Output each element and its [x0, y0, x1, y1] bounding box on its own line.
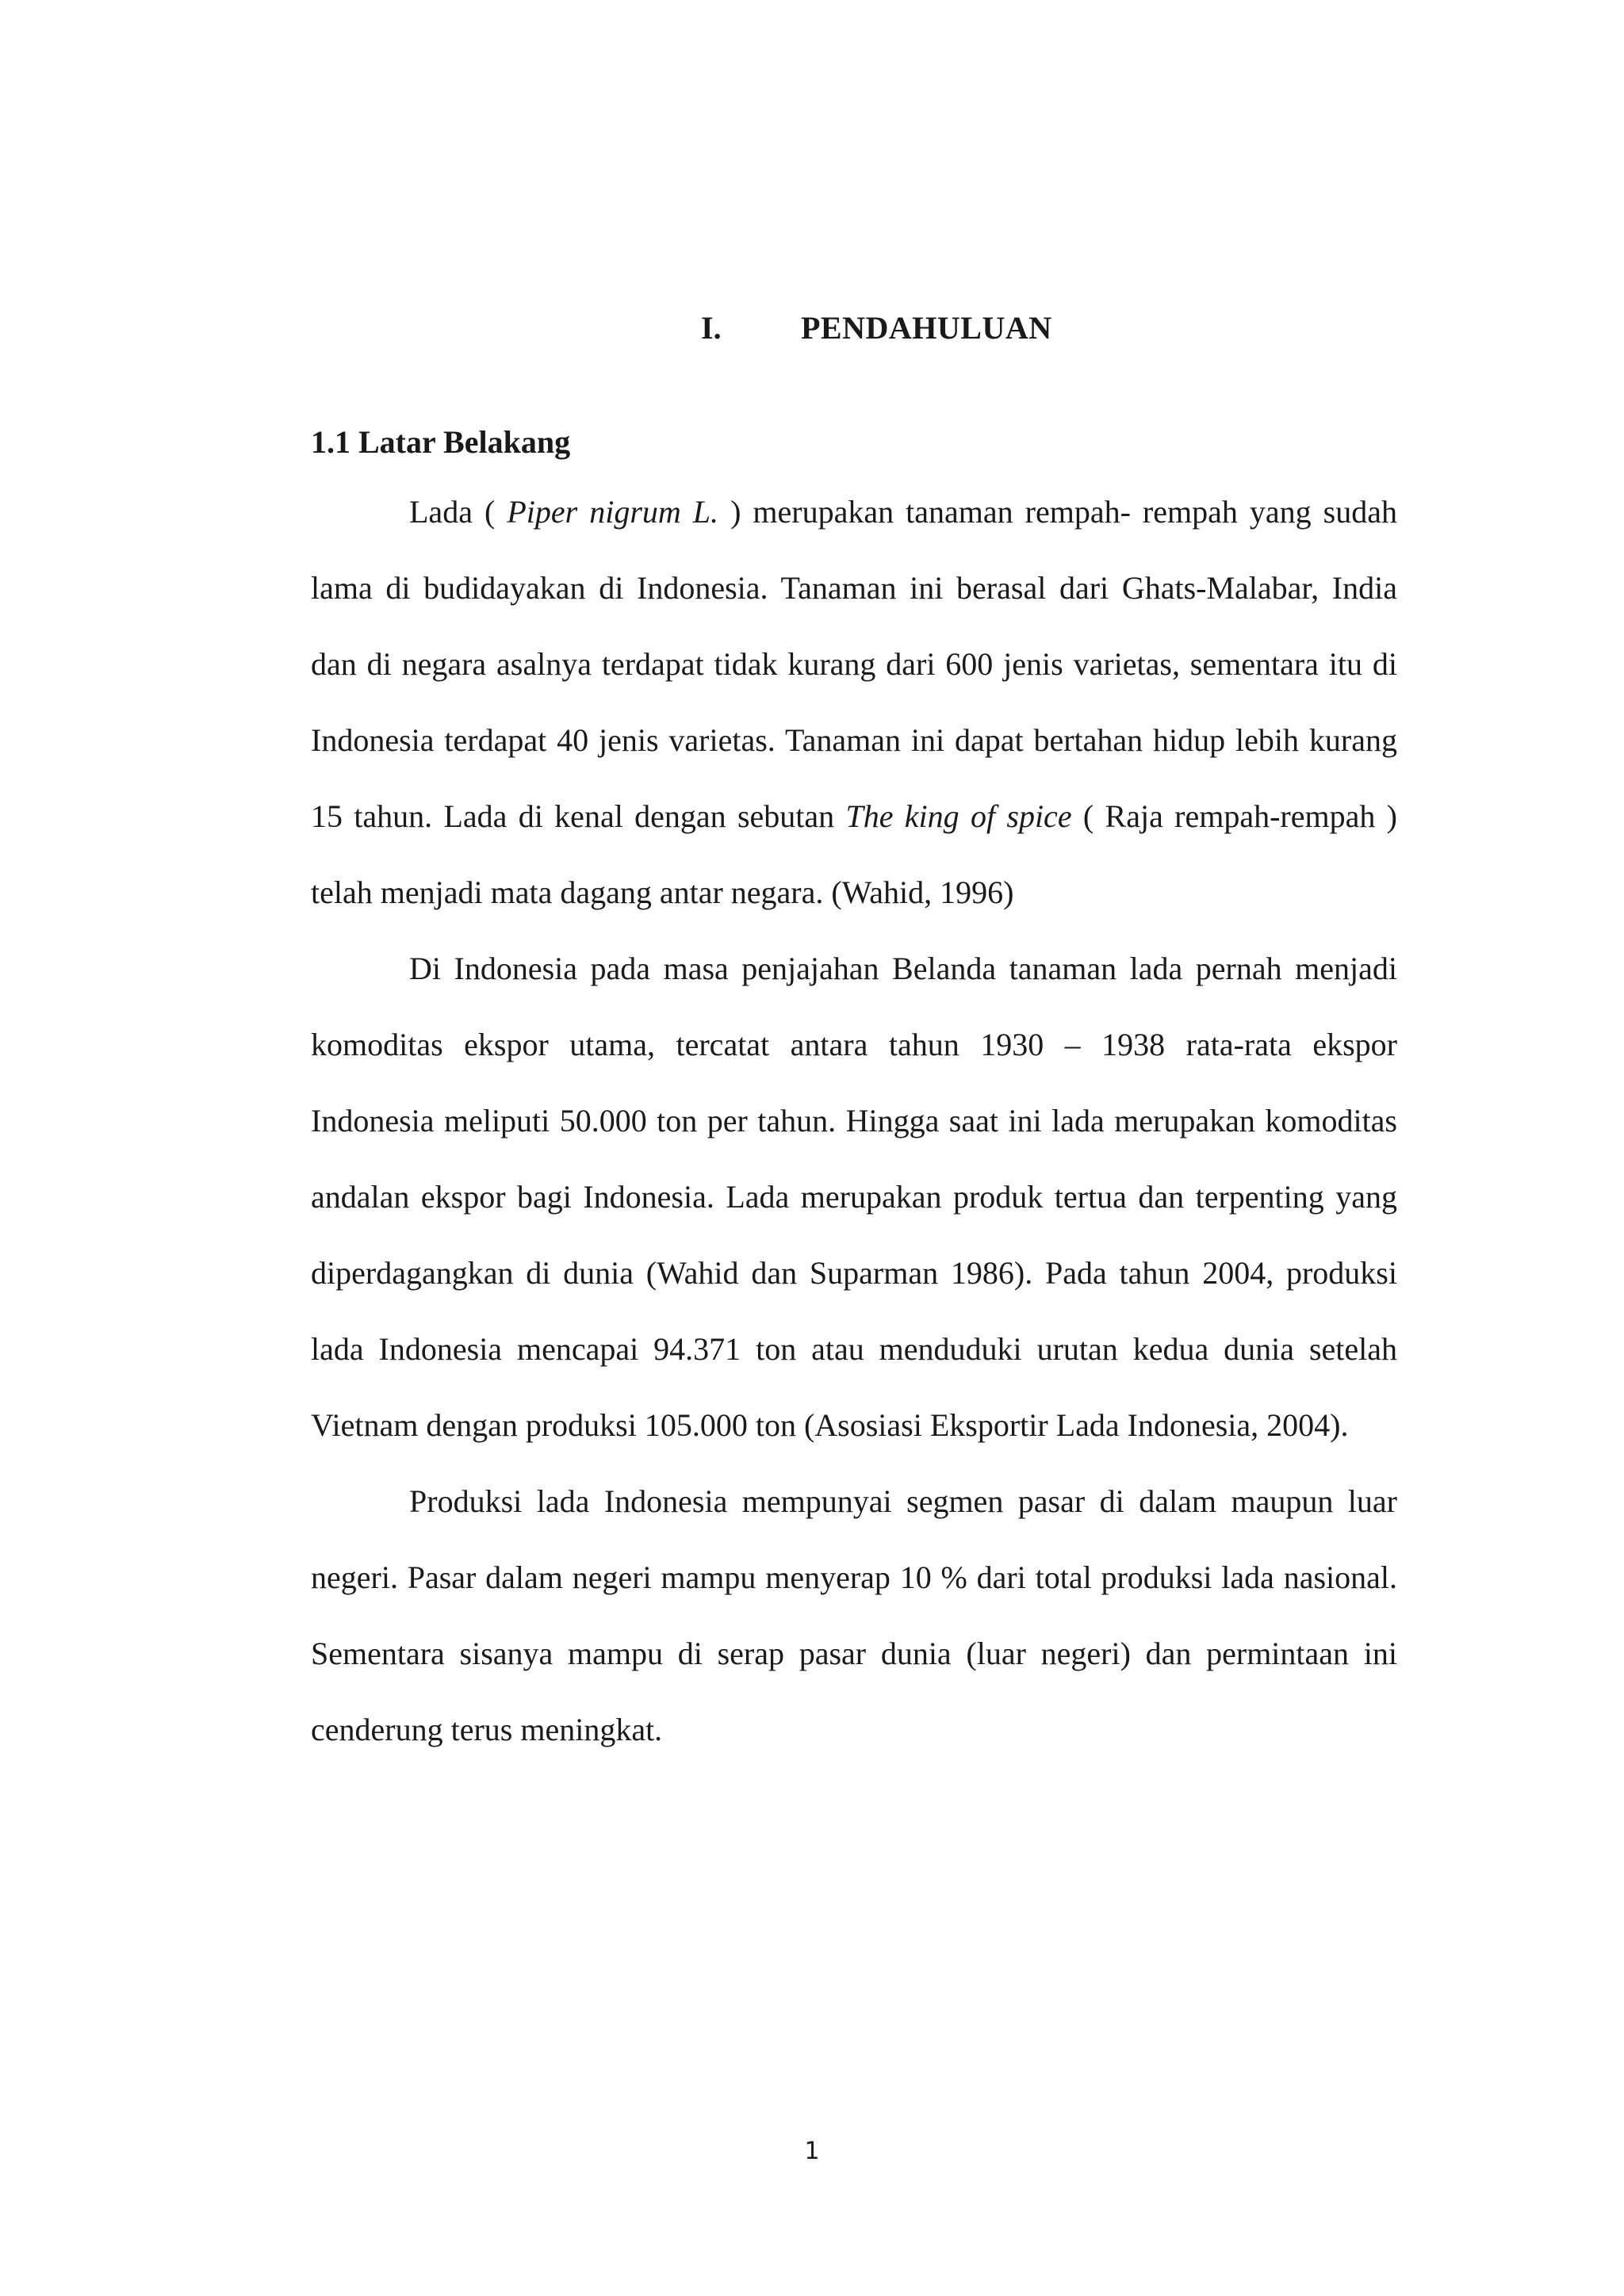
paragraph-1-text-c: ( Raja rempah-rempah ) telah menjadi mata dagang antar negara. (Wahid, 1996)	[311, 798, 1397, 910]
paragraph-3: Produksi lada Indonesia mempunyai segmen pasar di dalam maupun luar negeri. Pasar dalam negeri mampu menyerap 10 % dari total produksi lada nasional. Sementara sisanya mampu di serap pasar dunia (luar negeri) dan permintaan ini cenderung terus meningkat.	[311, 1483, 1397, 1747]
paragraph-1-text-b: ) merupakan tanaman rempah- rempah yang sudah lama di budidayakan di Indonesia. Tanaman ini berasal dari Ghats-Malabar, India dan di negara asalnya terdapat tidak kurang dari 600 jenis varietas, sementara itu di Indonesia terdapat 40 jenis varietas. Tanaman ini dapat bertahan hidup lebih kurang 15 tahun. Lada di kenal dengan sebutan	[311, 494, 1397, 834]
page-number: 1	[804, 2137, 820, 2165]
scientific-name: Piper nigrum L.	[507, 494, 719, 530]
body-text	[311, 474, 1397, 1768]
nickname-phrase: The king of spice	[845, 798, 1072, 834]
paragraph-1	[311, 474, 1397, 931]
section-heading: 1.1 Latar Belakang	[311, 424, 571, 460]
paragraph-2: Di Indonesia pada masa penjajahan Belanda tanaman lada pernah menjadi komoditas ekspor utama, tercatat antara tahun 1930 – 1938 rata-rata ekspor Indonesia meliputi 50.000 ton per tahun. Hingga saat ini lada merupakan komoditas andalan ekspor bagi Indonesia. Lada merupakan produk tertua dan terpenting yang diperdagangkan di dunia (Wahid dan Suparman 1986). Pada tahun 2004, produksi lada Indonesia mencapai 94.371 ton atau menduduki urutan kedua dunia setelah Vietnam dengan produksi 105.000 ton (Asosiasi Eksportir Lada Indonesia, 2004).	[311, 951, 1397, 1443]
chapter-name: PENDAHULUAN	[801, 310, 1052, 346]
paragraph-1-text-a: Lada (	[409, 494, 508, 530]
chapter-number: I.	[701, 310, 722, 346]
chapter-title	[0, 304, 1624, 352]
